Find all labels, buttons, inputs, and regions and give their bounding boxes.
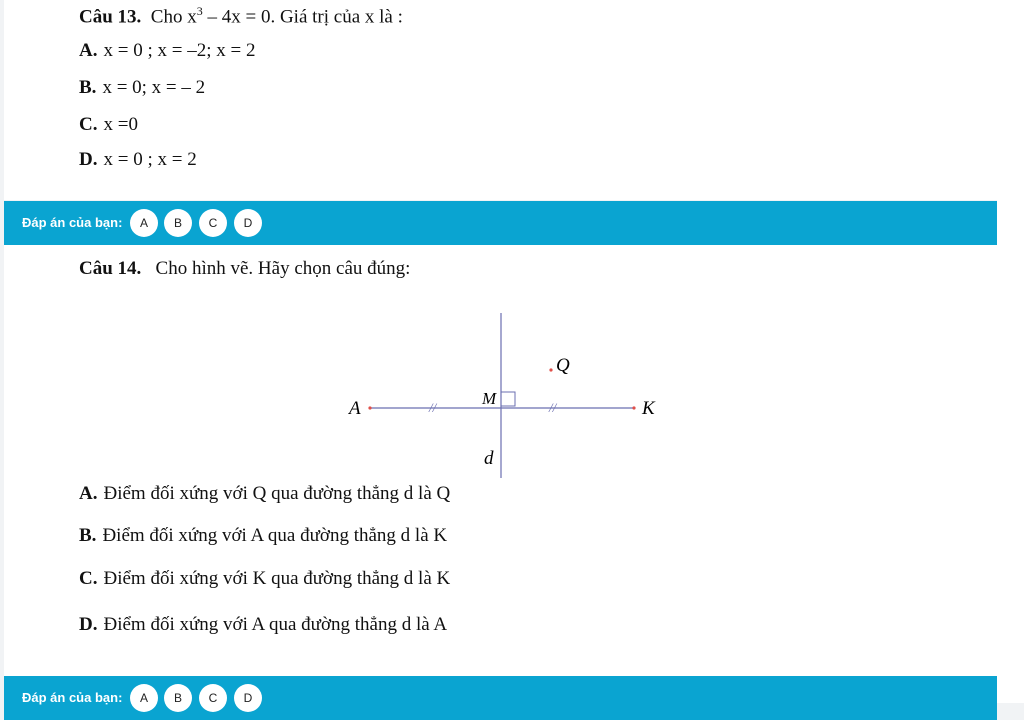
option-letter: D.: [79, 149, 98, 170]
question-13-option-d: [79, 149, 197, 171]
option-letter: A.: [79, 483, 98, 504]
option-text: x = 0; x = – 2: [102, 77, 206, 98]
right-page-edge: [997, 0, 1024, 703]
question-14-option-d: [79, 614, 447, 636]
answer-choice-b[interactable]: B: [164, 684, 192, 712]
answer-choice-d[interactable]: D: [234, 209, 262, 237]
option-text: x =0: [103, 114, 138, 135]
question-14-number: Câu 14.: [79, 258, 142, 279]
label-a: A: [349, 398, 361, 419]
answer-choice-c[interactable]: C: [199, 684, 227, 712]
answer-bar-14: [4, 676, 997, 720]
answer-choice-a[interactable]: A: [130, 684, 158, 712]
option-letter: C.: [79, 114, 98, 135]
point-a: [368, 406, 371, 409]
question-13-number: Câu 13.: [79, 6, 142, 28]
option-letter: B.: [79, 525, 97, 546]
tick-mark-right: //: [549, 400, 557, 415]
option-letter: D.: [79, 614, 98, 635]
question-13-option-a: [79, 40, 255, 62]
question-14-card: [4, 245, 997, 676]
label-k: K: [642, 398, 655, 419]
right-angle-mark: [501, 392, 515, 406]
option-letter: B.: [79, 77, 97, 98]
question-13-option-b: [79, 77, 205, 99]
tick-mark-left: //: [429, 400, 437, 415]
point-q: [549, 368, 552, 371]
option-text: Điểm đối xứng với A qua đường thẳng d là A: [103, 614, 448, 635]
option-text: x = 0 ; x = –2; x = 2: [103, 40, 256, 61]
option-letter: A.: [79, 40, 98, 61]
question-14-option-a: [79, 483, 450, 505]
question-13-prompt-start: Cho x: [150, 6, 197, 28]
option-text: x = 0 ; x = 2: [103, 149, 197, 170]
question-13-option-c: [79, 114, 138, 136]
question-13-exponent: 3: [196, 4, 203, 18]
point-k: [632, 406, 635, 409]
label-m: M: [482, 389, 497, 408]
answer-bar-13: [4, 201, 997, 245]
option-text: Điểm đối xứng với K qua đường thẳng d là K: [103, 568, 451, 589]
question-13-title: [79, 4, 403, 28]
answer-label: Đáp án của bạn:: [22, 690, 123, 705]
label-q: Q: [556, 355, 570, 376]
label-d: d: [484, 448, 494, 469]
answer-choice-c[interactable]: C: [199, 209, 227, 237]
question-14-prompt: Cho hình vẽ. Hãy chọn câu đúng:: [155, 258, 411, 279]
symmetry-figure: [4, 245, 997, 676]
option-text: Điểm đối xứng với Q qua đường thẳng d là Q: [103, 483, 451, 504]
answer-label: Đáp án của bạn:: [22, 215, 123, 230]
answer-choice-a[interactable]: A: [130, 209, 158, 237]
answer-choice-b[interactable]: B: [164, 209, 192, 237]
question-14-option-b: [79, 525, 447, 547]
question-13-prompt-end: – 4x = 0. Giá trị của x là :: [202, 6, 403, 28]
question-13-card: [4, 0, 997, 200]
question-14-option-c: [79, 568, 450, 590]
answer-choice-d[interactable]: D: [234, 684, 262, 712]
option-letter: C.: [79, 568, 98, 589]
option-text: Điểm đối xứng với A qua đường thẳng d là K: [102, 525, 448, 546]
